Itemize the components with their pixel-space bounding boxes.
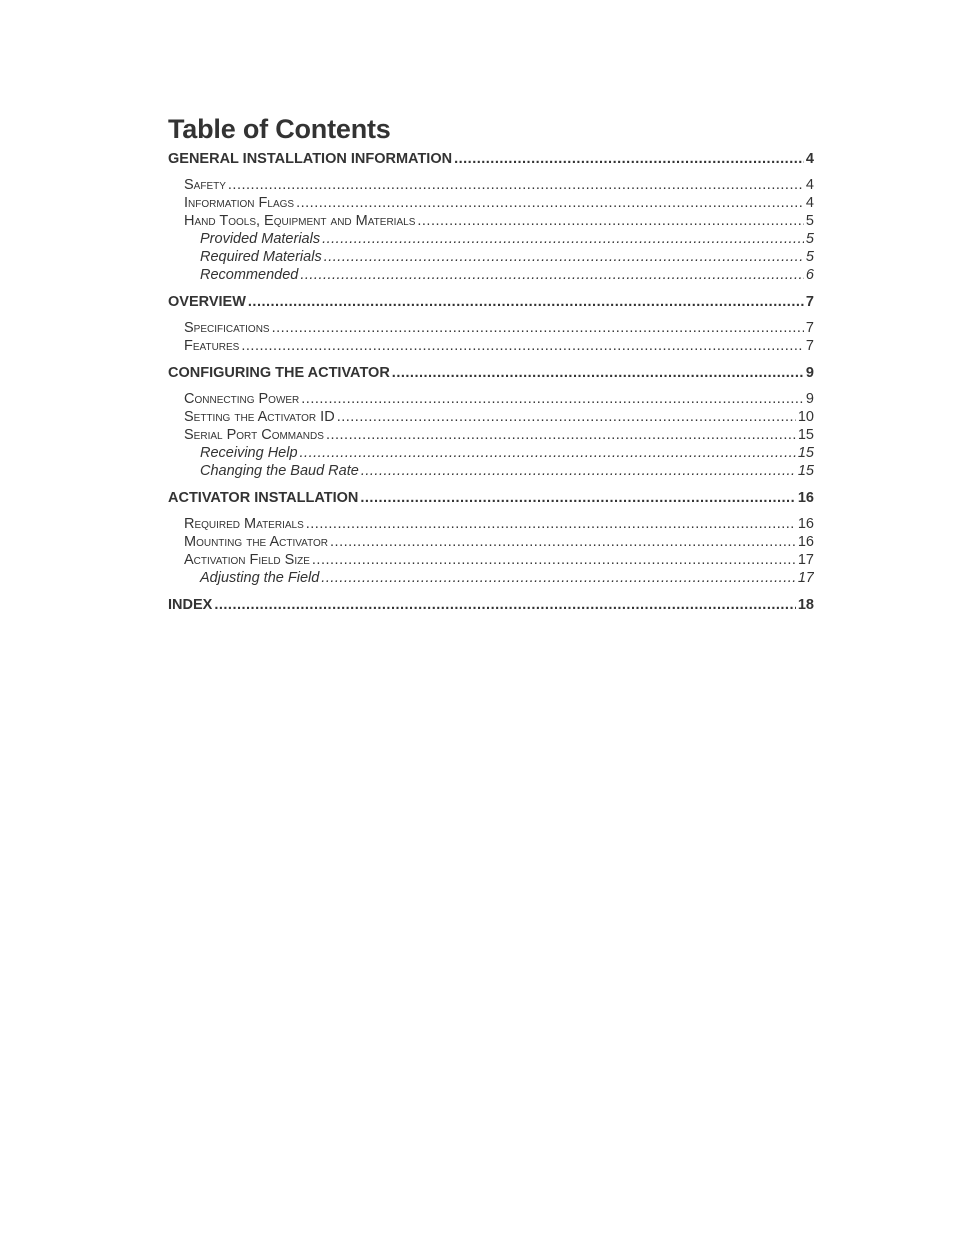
toc-entry-text: Specifications [184, 320, 270, 336]
toc-entry-text: Mounting the Activator [184, 534, 329, 550]
toc-dot-leader [322, 230, 804, 248]
toc-entry-level-2[interactable] [168, 176, 814, 194]
toc-entry-level-2[interactable] [168, 515, 814, 533]
toc-entry-level-3[interactable] [168, 444, 814, 462]
toc-dot-leader [360, 489, 795, 507]
toc-dot-leader [337, 408, 796, 426]
toc-page-number: 16 [797, 490, 814, 506]
toc-page-number: 15 [797, 445, 814, 461]
toc-entry-text: Required Materials [184, 516, 304, 532]
toc-page-number: 7 [805, 294, 814, 310]
page-title: Table of Contents [168, 114, 391, 144]
toc-entry-level-2[interactable] [168, 426, 814, 444]
toc-dot-leader [248, 293, 804, 311]
toc-dot-leader [241, 337, 804, 355]
toc-entry-text: Changing the Baud Rate [200, 463, 359, 479]
toc-page-number: 4 [805, 151, 814, 167]
toc-entry-text: CONFIGURING THE ACTIVATOR [168, 365, 390, 381]
toc-entry-level-2[interactable] [168, 212, 814, 230]
toc-dot-leader [301, 390, 804, 408]
toc-entry-level-2[interactable] [168, 337, 814, 355]
toc-entry-level-1[interactable] [168, 364, 814, 382]
toc-entry-text: Receiving Help [200, 445, 298, 461]
toc-entry-level-1[interactable] [168, 293, 814, 311]
toc-dot-leader [300, 444, 796, 462]
toc-entry-text: Provided Materials [200, 231, 321, 247]
toc-entry-text: Information Flags [184, 195, 295, 211]
toc-entry-text: GENERAL INSTALLATION INFORMATION [168, 151, 453, 167]
toc-list [168, 150, 814, 614]
toc-entry-level-3[interactable] [168, 248, 814, 266]
toc-entry-text: Serial Port Commands [184, 427, 324, 443]
toc-entry-level-2[interactable] [168, 533, 814, 551]
toc-dot-leader [417, 212, 804, 230]
toc-page-number: 10 [797, 409, 814, 425]
toc-entry-text: Recommended [200, 267, 299, 283]
toc-entry-text: Required Materials [200, 249, 322, 265]
toc-entry-level-3[interactable] [168, 569, 814, 587]
toc-entry-text: Safety [184, 177, 226, 193]
toc-dot-leader [361, 462, 796, 480]
toc-entry-level-1[interactable] [168, 150, 814, 168]
toc-page-number: 15 [797, 427, 814, 443]
toc-entry-level-3[interactable] [168, 266, 814, 284]
toc-entry-level-3[interactable] [168, 230, 814, 248]
toc-page-number: 15 [797, 463, 814, 479]
toc-dot-leader [330, 533, 796, 551]
toc-dot-leader [312, 551, 796, 569]
toc-entry-level-3[interactable] [168, 462, 814, 480]
toc-entry-text: Activation Field Size [184, 552, 310, 568]
toc-dot-leader [296, 194, 804, 212]
toc-page-number: 18 [797, 597, 814, 613]
toc-entry-text: Connecting Power [184, 391, 300, 407]
toc-entry-level-1[interactable] [168, 596, 814, 614]
toc-page-number: 9 [805, 365, 814, 381]
toc-page-number: 5 [805, 231, 814, 247]
toc-page-number: 17 [797, 552, 814, 568]
toc-entry-level-2[interactable] [168, 408, 814, 426]
toc-entry-level-2[interactable] [168, 390, 814, 408]
toc-dot-leader [392, 364, 804, 382]
toc-entry-text: INDEX [168, 597, 213, 613]
toc-dot-leader [272, 319, 804, 337]
toc-entry-text: Features [184, 338, 240, 354]
toc-page-number: 4 [805, 195, 814, 211]
toc-entry-level-2[interactable] [168, 551, 814, 569]
toc-entry-text: Adjusting the Field [200, 570, 320, 586]
toc-page-number: 7 [805, 320, 814, 336]
toc-page-number: 17 [797, 570, 814, 586]
toc-dot-leader [321, 569, 796, 587]
toc-dot-leader [454, 150, 804, 168]
toc-entry-text: OVERVIEW [168, 294, 246, 310]
toc-dot-leader [214, 596, 796, 614]
toc-page-number: 5 [805, 213, 814, 229]
toc-dot-leader [324, 248, 804, 266]
toc-entry-text: Hand Tools, Equipment and Materials [184, 213, 416, 229]
toc-entry-level-2[interactable] [168, 319, 814, 337]
toc-entry-level-2[interactable] [168, 194, 814, 212]
toc-page-number: 7 [805, 338, 814, 354]
toc-entry-level-1[interactable] [168, 489, 814, 507]
toc-page-number: 5 [805, 249, 814, 265]
document-page [168, 112, 814, 622]
toc-dot-leader [306, 515, 796, 533]
toc-dot-leader [326, 426, 796, 444]
toc-entry-text: Setting the Activator ID [184, 409, 335, 425]
toc-page-number: 6 [805, 267, 814, 283]
toc-page-number: 16 [797, 534, 814, 550]
toc-page-number: 9 [805, 391, 814, 407]
toc-entry-text: ACTIVATOR INSTALLATION [168, 490, 359, 506]
toc-dot-leader [300, 266, 804, 284]
toc-page-number: 4 [805, 177, 814, 193]
toc-page-number: 16 [797, 516, 814, 532]
toc-dot-leader [228, 176, 804, 194]
